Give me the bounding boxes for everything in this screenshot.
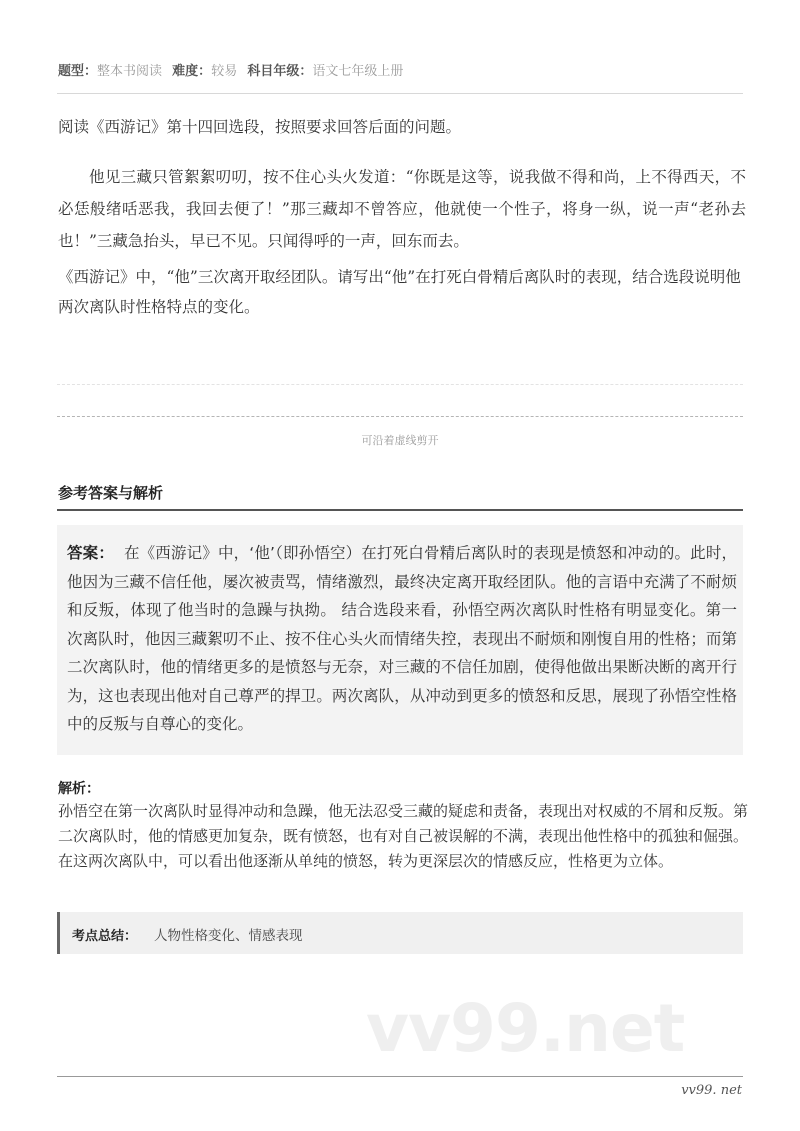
answer-section-title: 参考答案与解析 [58, 484, 164, 502]
cut-line [57, 416, 743, 417]
difficulty-label: 难度： [172, 64, 212, 79]
reading-passage: 他见三藏只管絮絮叨叨，按不住心头火发道：“你既是这等，说我做不得和尚，上不得西天，不必恁般绪咶恶我，我回去便了！”那三藏却不曾答应，他就使一个性子，将身一纵，说一声“老孙去也！”三藏急抬头，早已不见。只闻得呼的一声，回东而去。 [58, 168, 746, 250]
explanation-text: 孙悟空在第一次离队时显得冲动和急躁，他无法忍受三藏的疑虑和责备，表现出对权威的不屑和反叛。第二次离队时，他的情感更加复杂，既有愤怒，也有对自己被误解的不满，表现出他性格中的孤独和倔强。在这两次离队中，可以看出他逐渐从单纯的愤怒，转为更深层次的情感反应，性格更为立体。 [58, 802, 749, 870]
watermark: vv99.net [366, 990, 685, 1067]
subject-label: 科目年级： [247, 64, 313, 79]
type-label: 题型： [58, 64, 98, 79]
answer-content [67, 539, 737, 739]
answer-label: 答案： [67, 544, 114, 562]
key-points-value: 人物性格变化、情感表现 [154, 928, 303, 944]
footer-site: vv99. net [681, 1083, 742, 1098]
key-points-label: 考点总结： [72, 929, 138, 944]
answer-space-line [57, 384, 743, 385]
difficulty-value: 较易 [211, 64, 238, 79]
header-divider [57, 93, 743, 94]
question-prompt: 《西游记》中，“他”三次离开取经团队。请写出“他”在打死白骨精后离队时的表现，结合选段说明他两次离队时性格特点的变化。 [58, 268, 741, 316]
answer-section-divider [57, 509, 743, 511]
type-value: 整本书阅读 [97, 64, 163, 79]
footer-divider [57, 1076, 743, 1077]
question-meta [58, 62, 409, 82]
subject-value: 语文七年级上册 [312, 64, 404, 79]
explanation-label: 解析： [58, 781, 100, 797]
question-intro: 阅读《西游记》第十四回选段，按照要求回答后面的问题。 [58, 118, 462, 136]
cut-note: 可沿着虚线剪开 [361, 434, 439, 447]
answer-text: 在《西游记》中，‘他’（即孙悟空）在打死白骨精后离队时的表现是愤怒和冲动的。此时，他因为三藏不信任他，屡次被责骂，情绪激烈，最终决定离开取经团队。他的言语中充满了不耐烦和反叛，体现了他当时的急躁与执拗。 结合选段来看，孙悟空两次离队时性格有明显变化。第一次离队时，他因三藏絮叨不止、按不住心头火而情绪失控，表现出不耐烦和刚愎自用的性格；而第二次离队时，他的情绪更多的是愤怒与无奈，对三藏的不信任加剧，使得他做出果断决断的离开行为，这也表现出他对自己尊严的捍卫。两次离队，从冲动到更多的愤怒和反思，展现了孙悟空性格中的反叛与自尊心的变化。 [67, 544, 737, 733]
